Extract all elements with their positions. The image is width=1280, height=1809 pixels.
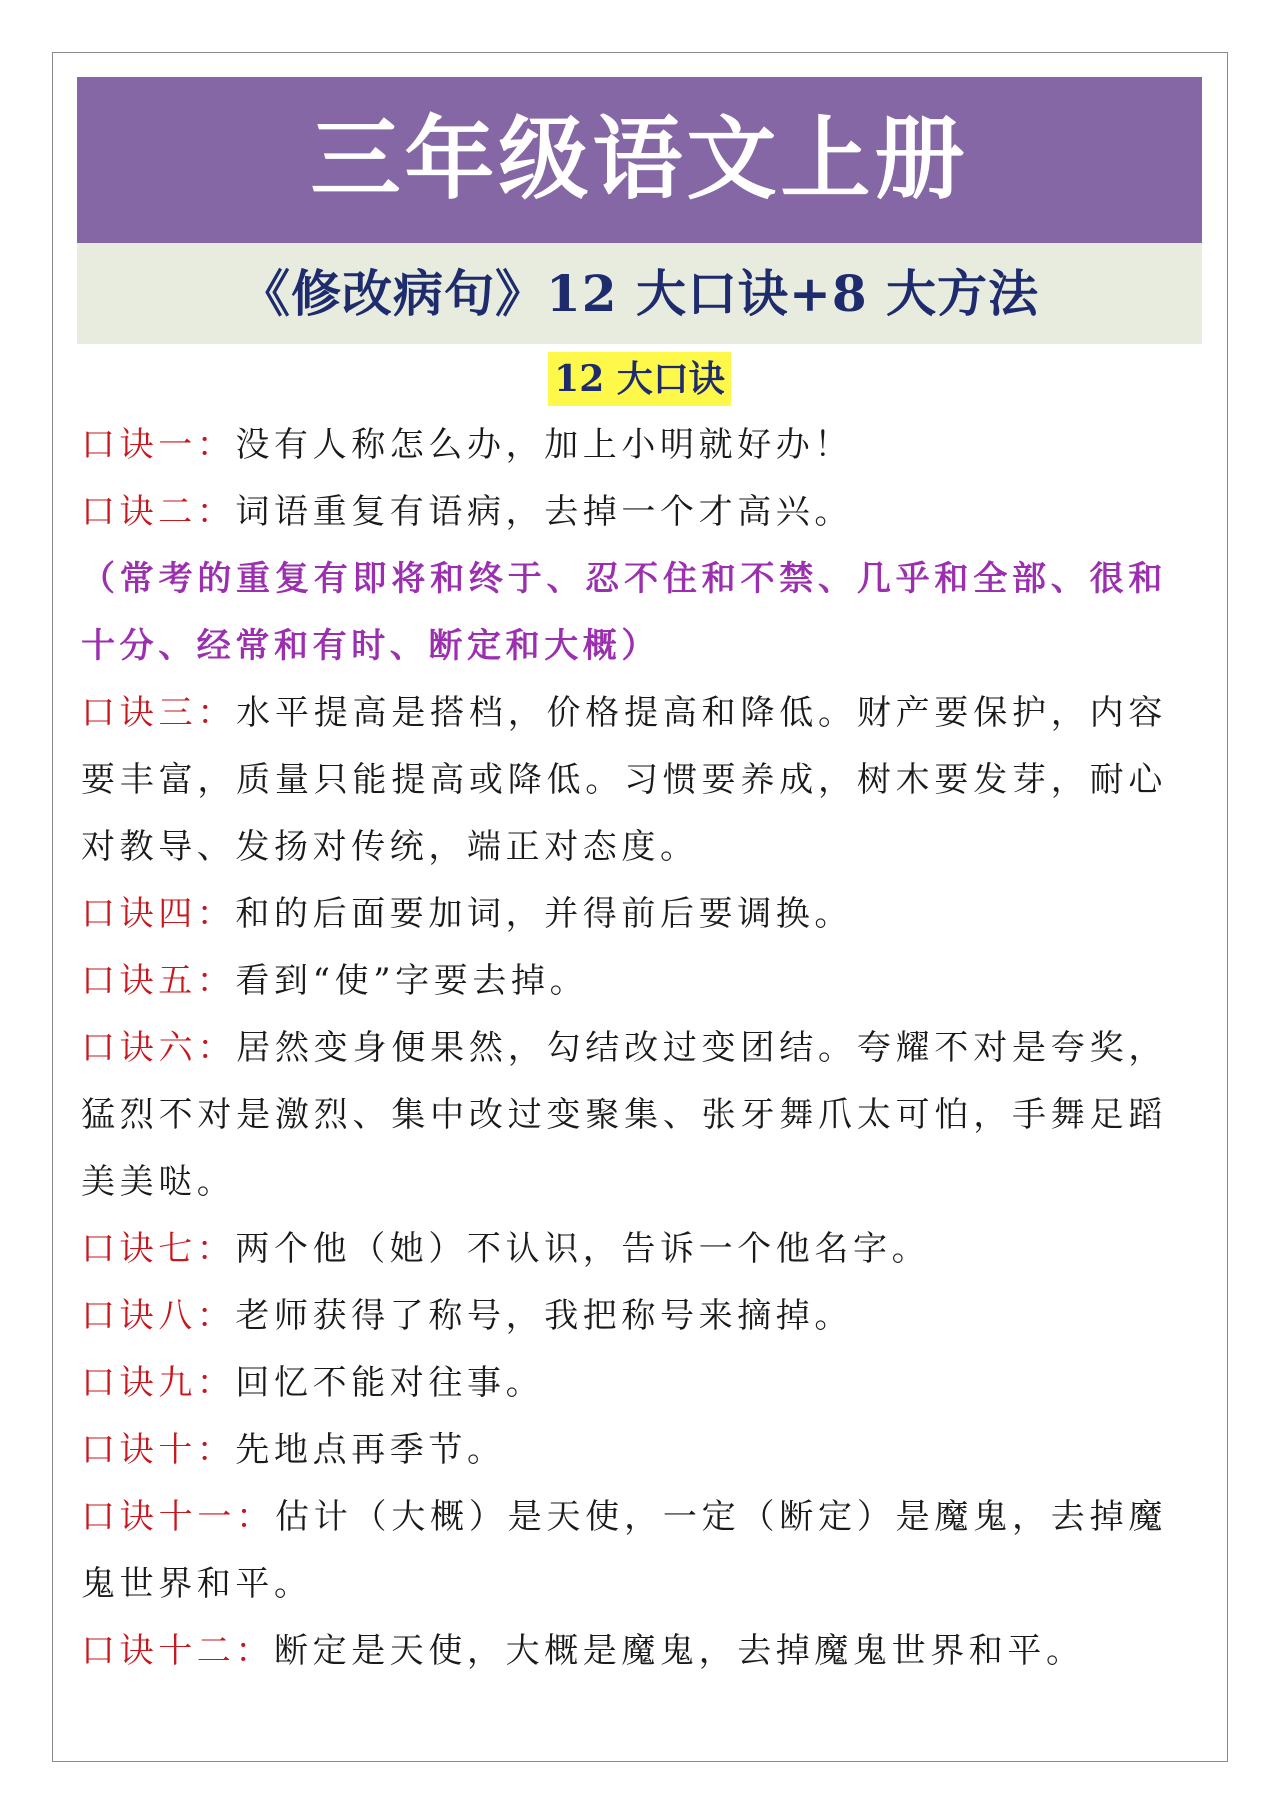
rhyme-label: 口诀七： [81,1229,236,1269]
rhyme-entry-5 [81,948,1167,1015]
rhyme-label: 口诀十一： [81,1497,275,1537]
rhyme-entry-2 [81,479,1167,546]
rhyme-entry-9 [81,1350,1167,1417]
rhyme-entry-8 [81,1283,1167,1350]
rhyme-label: 口诀五： [81,961,236,1001]
rhyme-text: 老师获得了称号，我把称号来摘掉。 [235,1296,854,1336]
rhyme-label: 口诀四： [81,894,236,934]
rhyme-entry-12 [81,1618,1167,1685]
rhyme-label: 口诀十二： [81,1631,274,1671]
rhyme-text: 断定是天使，大概是魔鬼，去掉魔鬼世界和平。 [274,1631,1085,1671]
rhyme-entry-11 [81,1484,1167,1618]
rhyme-entry-4 [81,881,1167,948]
rhyme-text: 估计（大概）是天使，一定（断定）是魔鬼，去掉魔鬼世界和平。 [81,1497,1167,1604]
rhyme-entry-1 [81,412,1167,479]
rhyme-label: 口诀八： [81,1296,236,1336]
rhyme-text: 词语重复有语病，去掉一个才高兴。 [235,492,854,532]
rhyme-text: 水平提高是搭档，价格提高和降低。财产要保护，内容要丰富，质量只能提高或降低。习惯要养成，树木要发芽，耐心对教导、发扬对传统，端正对态度。 [81,693,1167,867]
page-title: 三年级语文上册 [77,77,1202,243]
rhyme-text: 先地点再季节。 [235,1430,506,1470]
rhyme-label: 口诀一： [81,425,236,465]
rhyme-entry-6 [81,1015,1167,1216]
rhyme-label: 口诀九： [81,1363,236,1403]
rhyme-text: 和的后面要加词，并得前后要调换。 [235,894,854,934]
rhyme-text: 没有人称怎么办，加上小明就好办！ [235,425,854,465]
section-heading-row [77,352,1202,406]
rhyme-label: 口诀三： [81,693,237,733]
rhyme-text: 看到“使”字要去掉。 [235,961,589,1001]
rhyme-entry-7 [81,1216,1167,1283]
rhyme-text: 居然变身便果然，勾结改过变团结。夸耀不对是夸奖，猛烈不对是激烈、集中改过变聚集、张牙舞爪太可怕，手舞足蹈美美哒。 [81,1028,1167,1202]
rhyme-label: 口诀六： [81,1028,237,1068]
rhyme-entry-10 [81,1417,1167,1484]
common-repetitions-note: （常考的重复有即将和终于、忍不住和不禁、几乎和全部、很和十分、经常和有时、断定和大概） [81,559,1167,666]
page-subtitle: 《修改病句》12 大口诀+8 大方法 [77,243,1202,344]
section-heading: 12 大口诀 [548,352,731,406]
rhyme-text: 回忆不能对往事。 [235,1363,545,1403]
rhyme-text: 两个他（她）不认识，告诉一个他名字。 [235,1229,931,1269]
rhyme-label: 口诀二： [81,492,236,532]
rhyme-label: 口诀十： [81,1430,236,1470]
rhyme-list [81,412,1167,1685]
rhyme-entry-3 [81,680,1167,881]
